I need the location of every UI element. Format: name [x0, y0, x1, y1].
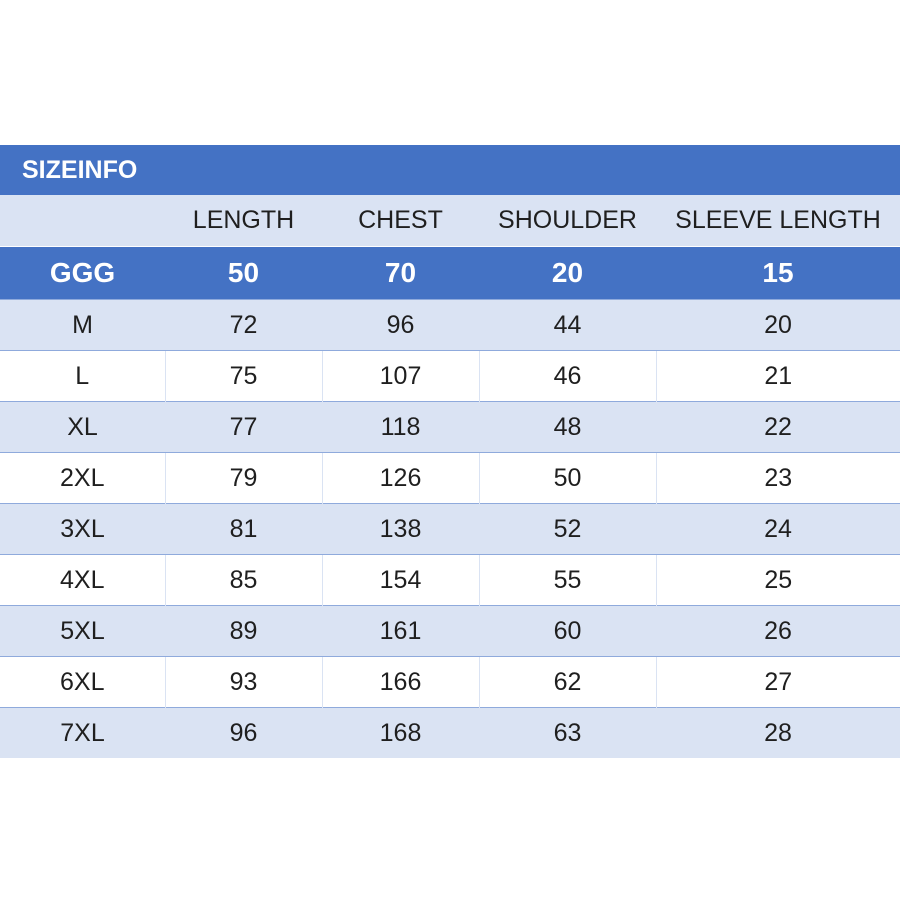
- table-row: [0, 402, 900, 453]
- column-header-length: LENGTH: [165, 195, 322, 247]
- table-row: [0, 504, 900, 555]
- table-cell-sleeve-length: 28: [656, 708, 900, 759]
- table-cell-sleeve-length: 26: [656, 606, 900, 657]
- column-header-sleeve-length: SLEEVE LENGTH: [656, 195, 900, 247]
- table-cell-shoulder: 55: [479, 555, 656, 606]
- table-cell-size: M: [0, 300, 165, 351]
- table-cell-shoulder: 52: [479, 504, 656, 555]
- table-cell-shoulder: 63: [479, 708, 656, 759]
- column-header-row: [0, 195, 900, 247]
- table-cell-size: 4XL: [0, 555, 165, 606]
- table-cell-size: 2XL: [0, 453, 165, 504]
- table-row: [0, 708, 900, 759]
- size-chart-table: [0, 195, 900, 758]
- table-cell-chest: 118: [322, 402, 479, 453]
- table-cell-chest: 138: [322, 504, 479, 555]
- table-row: [0, 657, 900, 708]
- table-cell-length: 96: [165, 708, 322, 759]
- table-cell-size: 3XL: [0, 504, 165, 555]
- highlight-cell-size: GGG: [0, 247, 165, 300]
- column-header-chest: CHEST: [322, 195, 479, 247]
- table-cell-shoulder: 50: [479, 453, 656, 504]
- table-row: [0, 300, 900, 351]
- column-header-size: [0, 195, 165, 247]
- table-cell-length: 89: [165, 606, 322, 657]
- table-cell-length: 75: [165, 351, 322, 402]
- table-cell-chest: 166: [322, 657, 479, 708]
- highlight-cell-shoulder: 20: [479, 247, 656, 300]
- table-row: [0, 555, 900, 606]
- table-cell-sleeve-length: 25: [656, 555, 900, 606]
- table-cell-chest: 107: [322, 351, 479, 402]
- table-cell-shoulder: 60: [479, 606, 656, 657]
- table-cell-chest: 126: [322, 453, 479, 504]
- table-cell-shoulder: 48: [479, 402, 656, 453]
- table-cell-size: 7XL: [0, 708, 165, 759]
- table-cell-length: 93: [165, 657, 322, 708]
- table-cell-chest: 168: [322, 708, 479, 759]
- table-cell-length: 81: [165, 504, 322, 555]
- table-row: [0, 351, 900, 402]
- highlight-cell-chest: 70: [322, 247, 479, 300]
- table-cell-shoulder: 62: [479, 657, 656, 708]
- table-row: [0, 606, 900, 657]
- table-body: [0, 195, 900, 758]
- table-cell-sleeve-length: 21: [656, 351, 900, 402]
- highlight-cell-length: 50: [165, 247, 322, 300]
- table-cell-sleeve-length: 22: [656, 402, 900, 453]
- table-cell-chest: 161: [322, 606, 479, 657]
- table-cell-shoulder: 46: [479, 351, 656, 402]
- table-cell-shoulder: 44: [479, 300, 656, 351]
- table-row: [0, 453, 900, 504]
- table-cell-chest: 154: [322, 555, 479, 606]
- table-cell-sleeve-length: 23: [656, 453, 900, 504]
- table-title: SIZEINFO: [0, 145, 900, 195]
- table-cell-length: 77: [165, 402, 322, 453]
- table-cell-chest: 96: [322, 300, 479, 351]
- table-cell-size: 5XL: [0, 606, 165, 657]
- column-header-shoulder: SHOULDER: [479, 195, 656, 247]
- highlight-row: [0, 247, 900, 300]
- table-cell-length: 72: [165, 300, 322, 351]
- table-cell-size: 6XL: [0, 657, 165, 708]
- highlight-cell-sleeve-length: 15: [656, 247, 900, 300]
- size-table: [0, 145, 900, 758]
- table-cell-size: XL: [0, 402, 165, 453]
- table-cell-sleeve-length: 20: [656, 300, 900, 351]
- table-cell-sleeve-length: 27: [656, 657, 900, 708]
- table-cell-sleeve-length: 24: [656, 504, 900, 555]
- table-cell-length: 85: [165, 555, 322, 606]
- table-cell-size: L: [0, 351, 165, 402]
- table-cell-length: 79: [165, 453, 322, 504]
